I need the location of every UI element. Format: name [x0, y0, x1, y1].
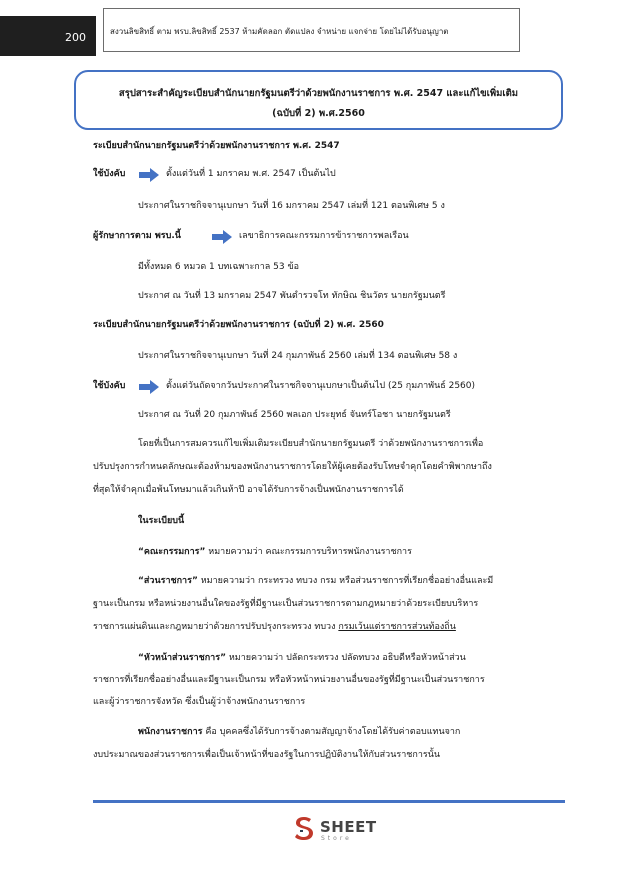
- definition-agency-head-line-2: ราชการที่เรียกชื่ออย่างอื่นและมีฐานะเป็นกรม หรือหัวหน้าหน่วยงานอื่นของรัฐที่มีฐานะเป็นส่วนราชการ: [93, 675, 485, 685]
- title-box: [74, 70, 563, 130]
- definition-text: หมายความว่า กระทรวง ทบวง กรม หรือส่วนราชการที่เรียกชื่ออย่างอื่นและมี: [197, 576, 494, 586]
- copyright-notice: สงวนลิขสิทธิ์ ตาม พรบ.ลิขสิทธิ์ 2537 ห้ามคัดลอก ตัดแปลง จำหน่าย แจกจ่าย โดยไม่ได้รับอนุญาต: [110, 27, 449, 36]
- footer-rule: [93, 800, 565, 803]
- definition-term: “หัวหน้าส่วนราชการ”: [138, 653, 226, 663]
- page-number-tab: [0, 16, 96, 56]
- right-arrow-icon: [139, 168, 159, 182]
- definition-term: “ส่วนราชการ”: [138, 576, 198, 586]
- section2-enforce-text: ตั้งแต่วันถัดจากวันประกาศในราชกิจจานุเบกษาเป็นต้นไป (25 กุมภาพันธ์ 2560): [166, 381, 476, 391]
- sheet-logo-icon: [294, 816, 314, 840]
- section1-heading: ระเบียบสำนักนายกรัฐมนตรีว่าด้วยพนักงานราชการ พ.ศ. 2547: [93, 141, 340, 151]
- section1-gazette: ประกาศในราชกิจจานุเบกษา วันที่ 16 มกราคม 2547 เล่มที่ 121 ตอนพิเศษ 5 ง: [138, 201, 445, 211]
- definition-committee: [138, 547, 412, 558]
- definition-text: ราชการแผ่นดินและกฎหมายว่าด้วยการปรับปรุงกระทรวง ทบวง: [93, 622, 339, 632]
- definition-text: หมายความว่า ปลัดกระทรวง ปลัดทบวง อธิบดีหรือหัวหน้าส่วน: [226, 653, 466, 663]
- definition-employee-line-1: [138, 727, 460, 738]
- section2-heading: ระเบียบสำนักนายกรัฐมนตรีว่าด้วยพนักงานราชการ (ฉบับที่ 2) พ.ศ. 2560: [93, 320, 384, 330]
- brand-subtitle: Store: [321, 835, 352, 842]
- title-line-2: (ฉบับที่ 2) พ.ศ.2560: [272, 108, 365, 119]
- definition-agency-head-line-1: [138, 653, 466, 664]
- definition-agency-line-1: [138, 576, 493, 587]
- right-arrow-icon: [139, 380, 159, 394]
- section2-gazette: ประกาศในราชกิจจานุเบกษา วันที่ 24 กุมภาพันธ์ 2560 เล่มที่ 134 ตอนพิเศษ 58 ง: [138, 351, 458, 361]
- reason-line-2: ปรับปรุงการกำหนดลักษณะต้องห้ามของพนักงานราชการโดยให้ผู้เคยต้องรับโทษจำคุกโดยคำพิพากษาถึง: [93, 462, 492, 472]
- reason-line-3: ที่สุดให้จำคุกเมื่อพ้นโทษมาแล้วเกินห้าปี อาจได้รับการจ้างเป็นพนักงานราชการได้: [93, 485, 404, 495]
- section1-enforce-label: ใช้บังคับ: [93, 169, 126, 179]
- brand-name: SHEET: [320, 818, 377, 836]
- definition-text: หมายความว่า คณะกรรมการบริหารพนักงานราชการ: [205, 547, 412, 557]
- definition-agency-line-3: [93, 622, 456, 633]
- definition-employee-line-2: งบประมาณของส่วนราชการเพื่อเป็นเจ้าหน้าที่ของรัฐในการปฏิบัติงานให้กับส่วนราชการนั้น: [93, 750, 441, 760]
- definition-term: พนักงานราชการ: [138, 727, 203, 737]
- sheet-store-logo: [294, 816, 378, 844]
- definition-agency-head-line-3: และผู้ว่าราชการจังหวัด ซึ่งเป็นผู้ว่าจ้างพนักงานราชการ: [93, 697, 306, 707]
- section2-announced: ประกาศ ณ วันที่ 20 กุมภาพันธ์ 2560 พลเอก ประยุทธ์ จันทร์โอชา นายกรัฐมนตรี: [138, 410, 451, 420]
- section1-caretaker-text: เลขาธิการคณะกรรมการข้าราชการพลเรือน: [239, 231, 409, 241]
- section1-caretaker-label: ผู้รักษาการตาม พรบ.นี้: [93, 231, 181, 241]
- definitions-heading: ในระเบียบนี้: [138, 516, 185, 526]
- definition-text: คือ บุคคลซึ่งได้รับการจ้างตามสัญญาจ้างโดยได้รับค่าตอบแทนจาก: [202, 727, 461, 737]
- page-number: 200: [65, 31, 86, 44]
- definition-underlined-text: กรมเว้นแต่ราชการส่วนท้องถิ่น: [338, 622, 456, 632]
- section1-composition: มีทั้งหมด 6 หมวด 1 บทเฉพาะกาล 53 ข้อ: [138, 262, 300, 272]
- copyright-header: [103, 8, 520, 52]
- right-arrow-icon: [212, 230, 232, 244]
- title-line-1: สรุปสาระสำคัญระเบียบสำนักนายกรัฐมนตรีว่าด้วยพนักงานราชการ พ.ศ. 2547 และแก้ไขเพิ่มเติม: [118, 88, 519, 99]
- reason-line-1: โดยที่เป็นการสมควรแก้ไขเพิ่มเติมระเบียบสำนักนายกรัฐมนตรี ว่าด้วยพนักงานราชการเพื่อ: [138, 439, 484, 449]
- section2-enforce-label: ใช้บังคับ: [93, 381, 126, 391]
- definition-term: “คณะกรรมการ”: [138, 547, 206, 557]
- section1-enforce-text: ตั้งแต่วันที่ 1 มกราคม พ.ศ. 2547 เป็นต้นไป: [166, 169, 336, 179]
- definition-agency-line-2: ฐานะเป็นกรม หรือหน่วยงานอื่นใดของรัฐที่มีฐานะเป็นส่วนราชการตามกฎหมายว่าด้วยระเบียบบริหาร: [93, 599, 479, 609]
- section1-announced: ประกาศ ณ วันที่ 13 มกราคม 2547 พันตำรวจโท ทักษิณ ชินวัตร นายกรัฐมนตรี: [138, 291, 446, 301]
